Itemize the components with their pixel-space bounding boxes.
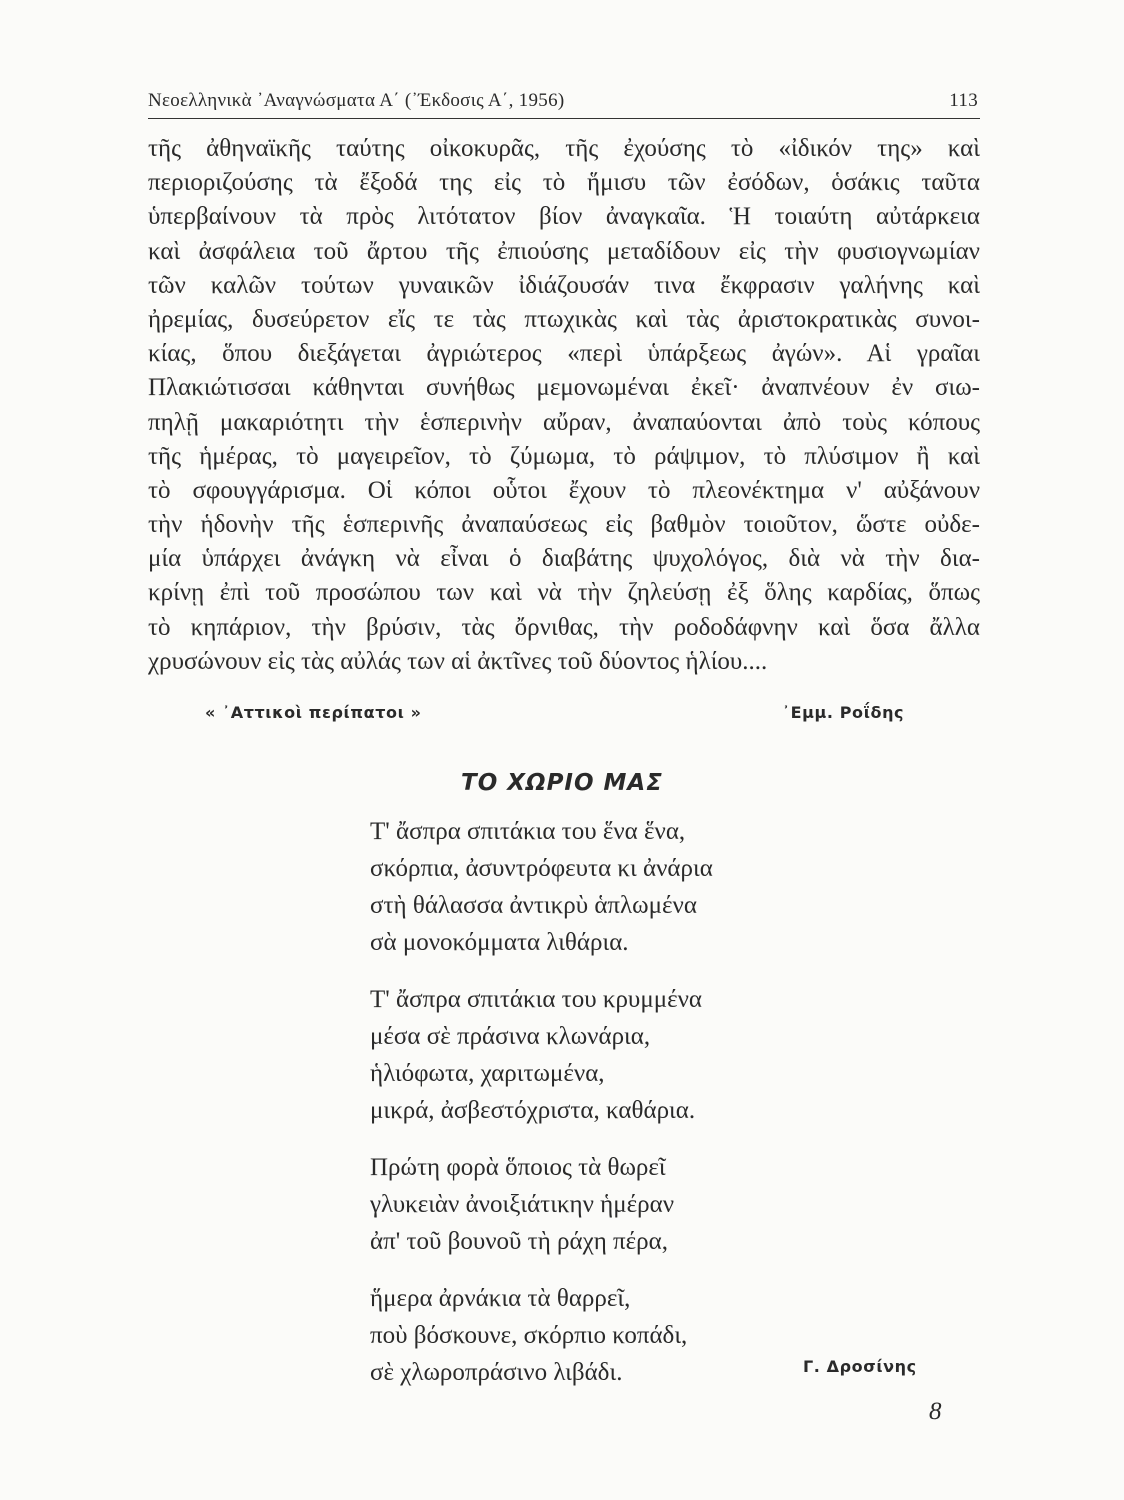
prose-line: μία ὑπάρχει ἀνάγκη νὰ εἶναι ὁ διαβάτης ψυχολόγος, διὰ νὰ τὴν δια- bbox=[148, 545, 980, 573]
poem-body bbox=[370, 813, 930, 1411]
poem-stanza bbox=[370, 1149, 930, 1260]
prose-line: τῶν καλῶν τούτων γυναικῶν ἰδιάζουσάν τινα ἔκφρασιν γαλήνης καὶ bbox=[148, 271, 980, 299]
poem-line: μέσα σὲ πράσινα κλωνάρια, bbox=[370, 1023, 651, 1050]
prose-line: τὸ κηπάριον, τὴν βρύσιν, τὰς ὄρνιθας, τὴν ροδοδάφνην καὶ ὅσα ἄλλα bbox=[148, 613, 980, 641]
poem-line: ἀπ' τοῦ βουνοῦ τὴ ράχη πέρα, bbox=[370, 1228, 668, 1255]
poem-line: Τ' ἄσπρα σπιτάκια του κρυμμένα bbox=[370, 986, 703, 1013]
prose-line: ὑπερβαίνουν τὰ πρὸς λιτότατον βίον ἀναγκαῖα. Ἡ τοιαύτη αὐτάρκεια bbox=[148, 203, 980, 231]
poem-title: ΤΟ ΧΩΡΙΟ ΜΑΣ bbox=[461, 770, 663, 796]
prose-line: τῆς ἡμέρας, τὸ μαγειρεῖον, τὸ ζύμωμα, τὸ ράψιμον, τὸ πλύσιμον ἢ καὶ bbox=[148, 442, 980, 470]
poem-line: μικρά, ἀσβεστόχριστα, καθάρια. bbox=[370, 1097, 696, 1124]
prose-line: Πλακιώτισσαι κάθηνται συνήθως μεμονωμέναι ἐκεῖ· ἀναπνέουν ἐν σιω- bbox=[148, 374, 980, 402]
poem-line: σκόρπια, ἀσυντρόφευτα κι ἀνάρια bbox=[370, 855, 713, 882]
running-header bbox=[148, 86, 980, 119]
poem-line: γλυκειὰν ἀνοιξιάτικην ἡμέραν bbox=[370, 1191, 675, 1218]
prose-author: ᾿Εμμ. Ροΐδης bbox=[782, 703, 905, 722]
prose-line: χρυσώνουν εἰς τὰς αὐλάς των αἱ ἀκτῖνες τοῦ δύοντος ἡλίου.... bbox=[148, 647, 768, 675]
poem-stanza bbox=[370, 813, 930, 961]
poem-line: στὴ θάλασσα ἀντικρὺ ἁπλωμένα bbox=[370, 892, 697, 919]
prose-line: ἠρεμίας, δυσεύρετον εἴς τε τὰς πτωχικὰς καὶ τὰς ἀριστοκρατικὰς συνοι- bbox=[148, 305, 980, 333]
page-number: 113 bbox=[949, 90, 978, 111]
prose-line: κρίνῃ ἐπὶ τοῦ προσώπου των καὶ νὰ τὴν ζηλεύσῃ ἐξ ὅλης καρδίας, ὅπως bbox=[148, 579, 980, 607]
prose-source-title: « ᾿Αττικοὶ περίπατοι » bbox=[205, 703, 422, 722]
poem-stanza bbox=[370, 981, 930, 1129]
poem-line: σὰ μονοκόμματα λιθάρια. bbox=[370, 929, 629, 956]
prose-line: τὴν ἡδονὴν τῆς ἑσπερινῆς ἀναπαύσεως εἰς βαθμὸν τοιοῦτον, ὥστε οὐδε- bbox=[148, 511, 980, 539]
prose-line: πηλῇ μακαριότητι τὴν ἑσπερινὴν αὔραν, ἀναπαύονται ἀπὸ τοὺς κόπους bbox=[148, 408, 980, 436]
prose-passage bbox=[148, 132, 980, 679]
prose-line: τὸ σφουγγάρισμα. Οἱ κόποι οὗτοι ἔχουν τὸ πλεονέκτημα ν' αὐξάνουν bbox=[148, 476, 980, 504]
sheet-signature-number: 8 bbox=[929, 1398, 942, 1425]
poem-line: ποὺ βόσκουνε, σκόρπιο κοπάδι, bbox=[370, 1322, 688, 1349]
prose-line: κίας, ὅπου διεξάγεται ἀγριώτερος «περὶ ὑπάρξεως ἀγών». Αἱ γραῖαι bbox=[148, 340, 980, 368]
book-title: Νεοελληνικὰ ᾿Αναγνώσματα Α΄ (᾿Έκδοσις Α΄, 1956) bbox=[148, 90, 565, 111]
poem-author: Γ. Δροσίνης bbox=[803, 1357, 917, 1376]
prose-line: τῆς ἀθηναϊκῆς ταύτης οἰκοκυρᾶς, τῆς ἐχούσης τὸ «ἰδικόν της» καὶ bbox=[148, 135, 980, 162]
poem-line: Πρώτη φορὰ ὅποιος τὰ θωρεῖ bbox=[370, 1154, 666, 1181]
prose-line: περιοριζούσης τὰ ἔξοδά της εἰς τὸ ἥμισυ τῶν ἐσόδων, ὁσάκις ταῦτα bbox=[148, 169, 980, 197]
prose-line: καὶ ἀσφάλεια τοῦ ἄρτου τῆς ἐπιούσης μεταδίδουν εἰς τὴν φυσιογνωμίαν bbox=[148, 237, 980, 265]
poem-line: Τ' ἄσπρα σπιτάκια του ἕνα ἕνα, bbox=[370, 818, 686, 845]
poem-line: ἥμερα ἀρνάκια τὰ θαρρεῖ, bbox=[370, 1285, 631, 1312]
poem-line: σὲ χλωροπράσινο λιβάδι. bbox=[370, 1359, 623, 1386]
poem-line: ἡλιόφωτα, χαριτωμένα, bbox=[370, 1060, 605, 1087]
